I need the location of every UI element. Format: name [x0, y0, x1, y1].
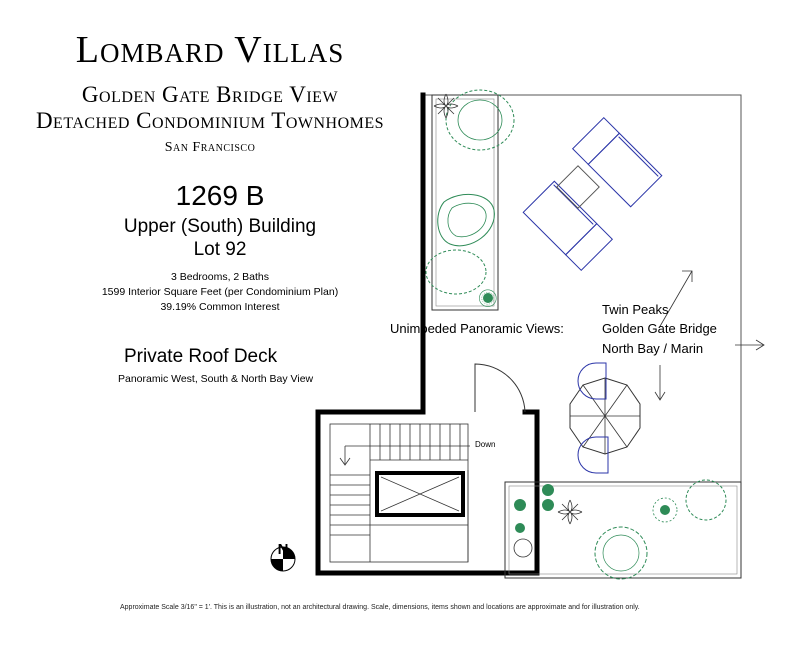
stair-down-label: Down — [475, 440, 496, 449]
subtitle-view: Golden Gate Bridge View — [81, 82, 339, 107]
planter-bottom — [505, 480, 741, 579]
north-label: N — [277, 541, 289, 558]
disclaimer-footer: Approximate Scale 3/16" = 1'. This is an illustration, not an architectural drawing. Scale, dimensions, items shown and locations are approximate and for illustration only. — [120, 604, 640, 611]
view-twin-peaks: Twin Peaks — [602, 302, 669, 317]
deck-boundary — [421, 95, 741, 578]
building-label: Upper (South) Building — [123, 216, 317, 237]
planter-left — [426, 90, 514, 310]
roof-deck-view: Panoramic West, South & North Bay View — [118, 373, 314, 385]
views-label: Unimpeded Panoramic Views: — [390, 321, 564, 336]
city-label: San Francisco — [164, 140, 256, 155]
view-north-bay: North Bay / Marin — [602, 341, 704, 356]
stair-opening — [377, 473, 463, 515]
stairwell — [330, 424, 470, 562]
patio-umbrella — [570, 363, 640, 473]
bedrooms-baths: 3 Bedrooms, 2 Baths — [170, 271, 270, 283]
common-interest: 39.19% Common Interest — [160, 301, 280, 313]
subtitle-type: Detached Condominium Townhomes — [35, 108, 385, 133]
lounge-chairs — [523, 118, 662, 271]
door-swing — [475, 364, 525, 412]
unit-number: 1269 B — [175, 180, 265, 211]
lot-label: Lot 92 — [193, 239, 247, 260]
project-title: Lombard Villas — [75, 29, 345, 71]
square-feet: 1599 Interior Square Feet (per Condominium Plan) — [101, 286, 339, 298]
roof-deck-title: Private Roof Deck — [124, 346, 278, 367]
view-golden-gate: Golden Gate Bridge — [602, 321, 717, 336]
